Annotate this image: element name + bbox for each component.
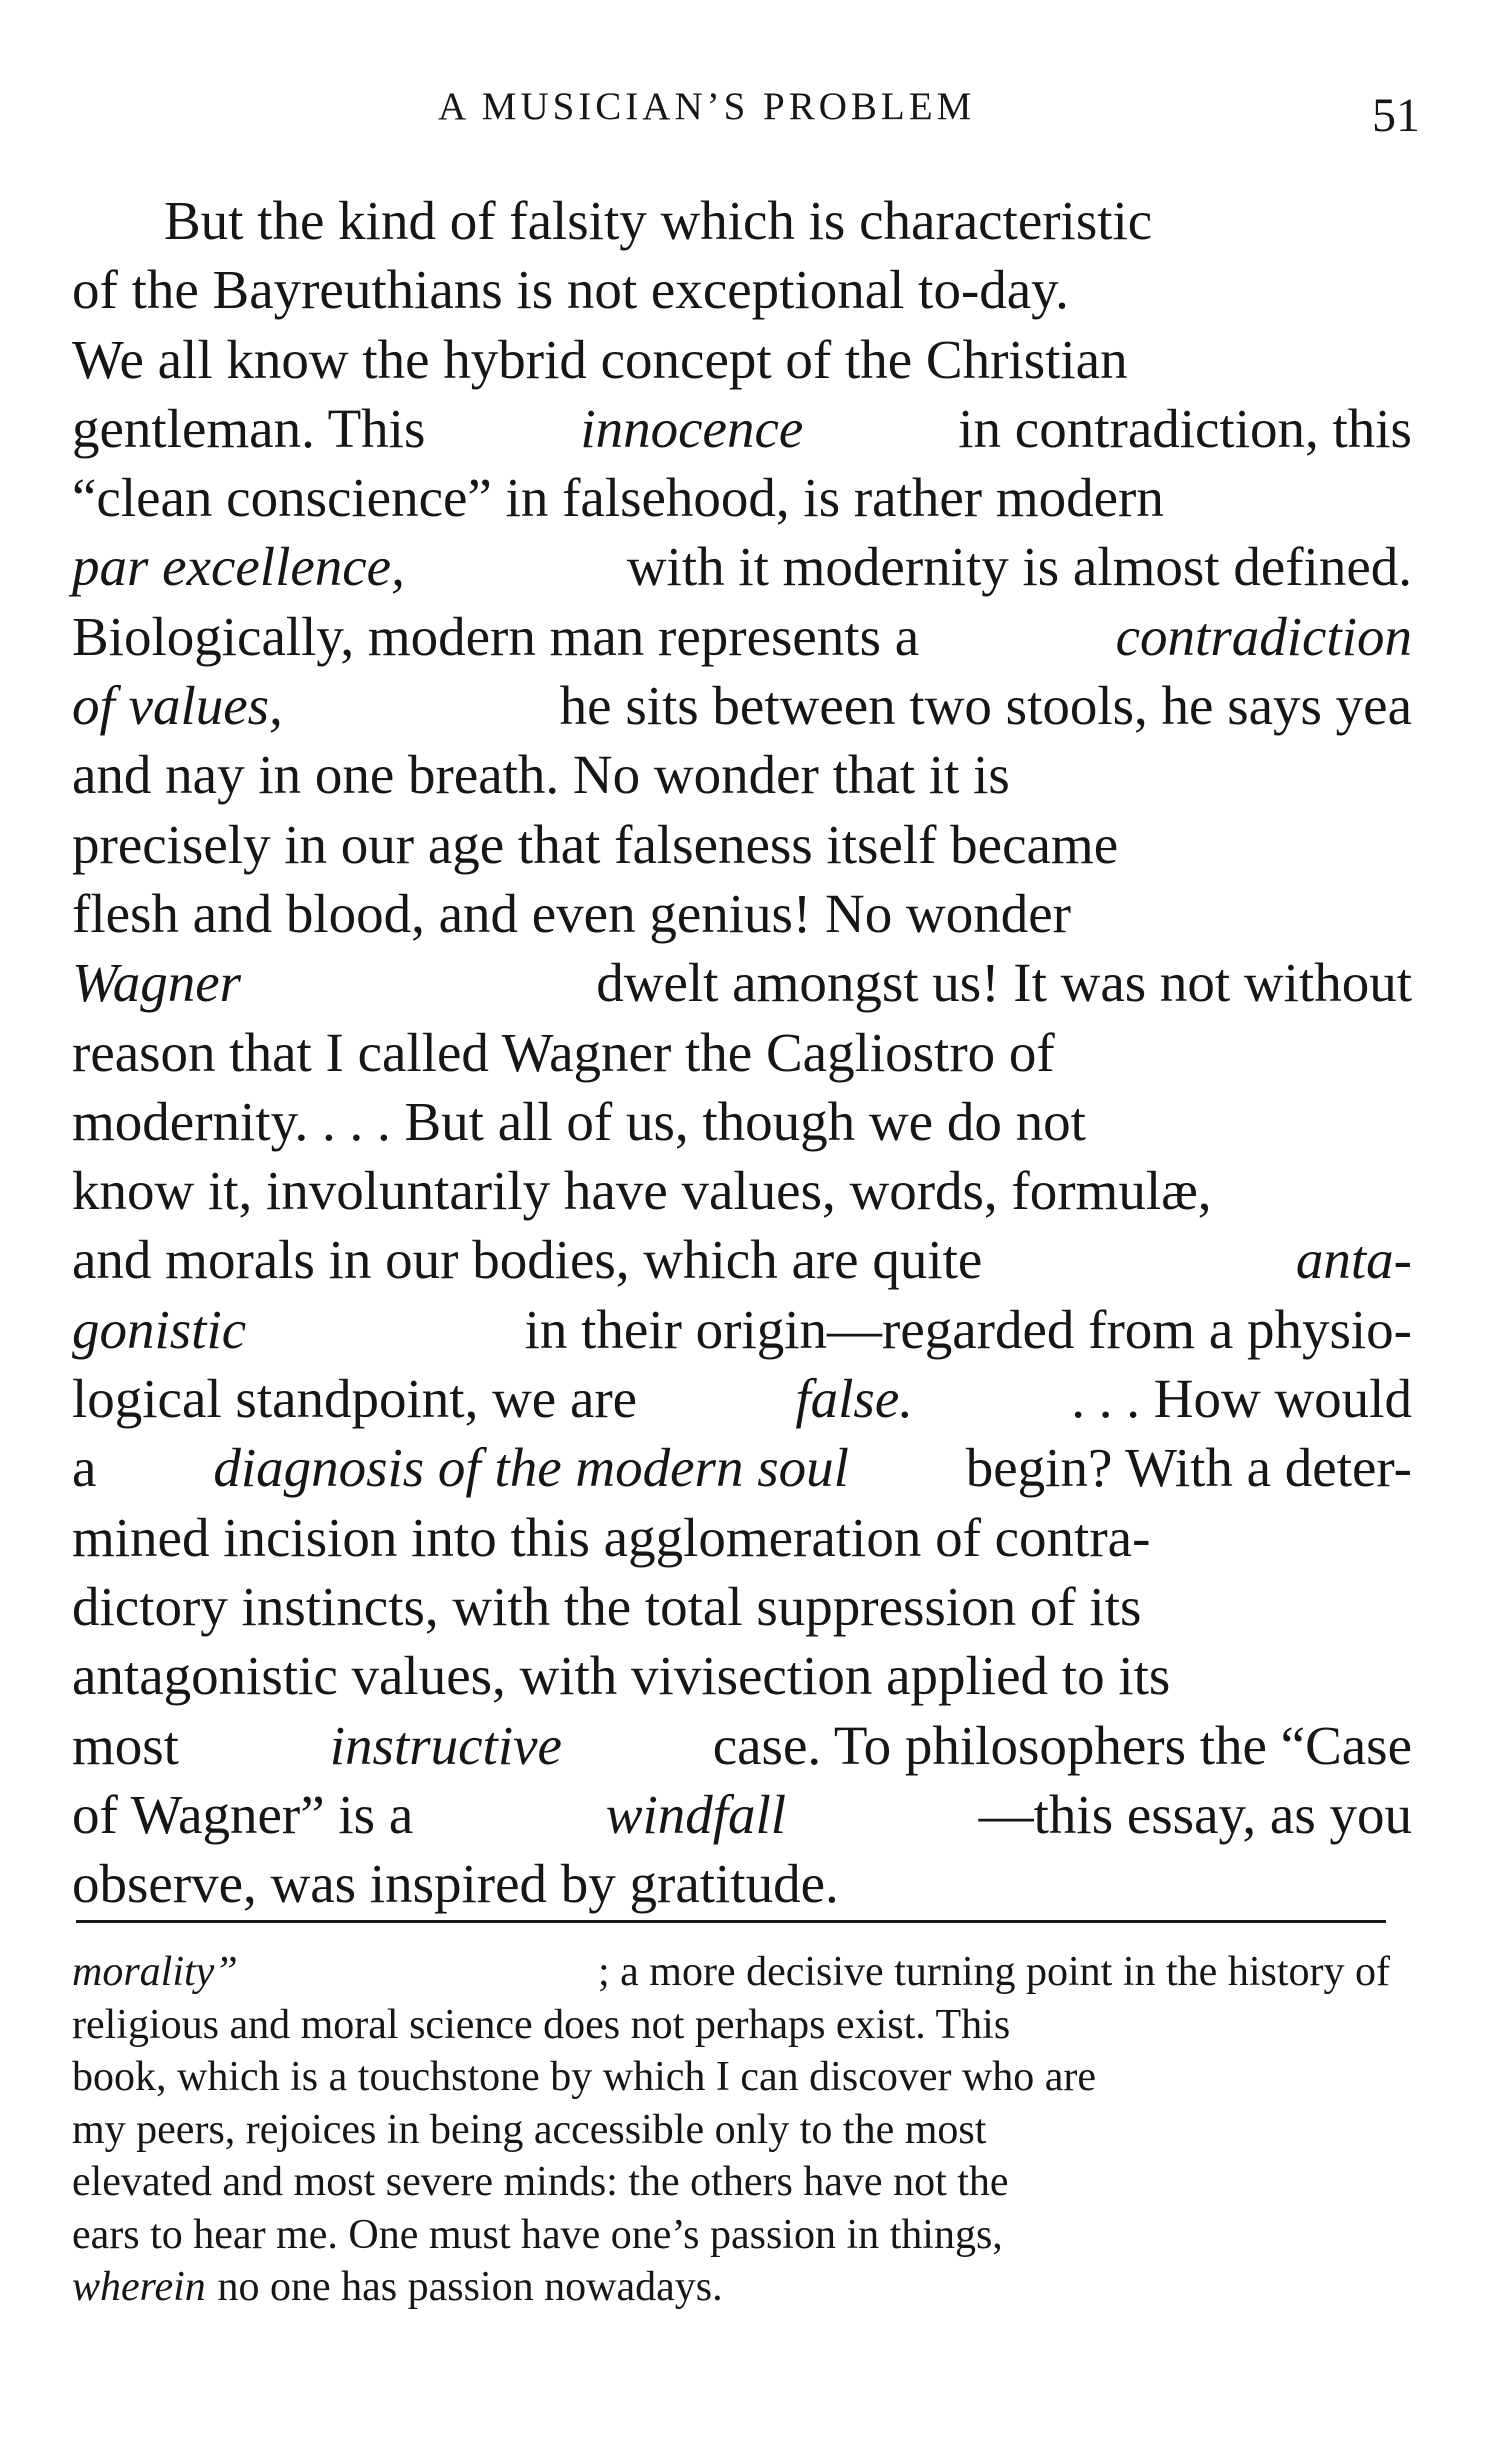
italic-phrase: wherein xyxy=(72,2264,206,2310)
text-line: par excellence, with it modernity is almost defined. xyxy=(72,532,1412,601)
footnote-line: ears to hear me. One must have one’s passion in things, xyxy=(72,2211,1003,2258)
italic-phrase: instructive xyxy=(329,1714,562,1776)
footnote-line: elevated and most severe minds: the others have not the xyxy=(72,2159,1009,2205)
text-line: mined incision into this agglomeration of contra- xyxy=(72,1506,1151,1568)
text-line: gentleman. This innocence in contradiction, this xyxy=(72,394,1412,463)
text-line: observe, was inspired by gratitude. xyxy=(72,1853,839,1915)
running-title: A MUSICIAN’S PROBLEM xyxy=(438,85,976,128)
page-number: 51 xyxy=(1372,89,1420,142)
text-line: flesh and blood, and even genius! No wonder xyxy=(72,882,1071,944)
text-line: “clean conscience” in falsehood, is rather modern xyxy=(72,467,1164,529)
text-line: Biologically, modern man represents a contradiction xyxy=(72,602,1412,671)
footnote-line: book, which is a touchstone by which I can discover who are xyxy=(72,2054,1097,2100)
text-line: precisely in our age that falseness itself became xyxy=(72,813,1119,875)
text-line: logical standpoint, we are false. . . . How would xyxy=(72,1364,1412,1433)
italic-phrase: of values, xyxy=(72,675,283,737)
text-line: gonistic in their origin—regarded from a physio- xyxy=(72,1295,1412,1364)
italic-phrase: false. xyxy=(795,1368,913,1430)
footnote-line: my peers, rejoices in being accessible only to the most xyxy=(72,2106,987,2153)
text-line: dictory instincts, with the total suppression of its xyxy=(72,1575,1142,1637)
italic-phrase: diagnosis of the modern soul xyxy=(213,1437,849,1499)
footnote-line: morality” ; a more decisive turning point in the history of xyxy=(72,1946,1390,1999)
italic-phrase: par excellence, xyxy=(72,536,405,598)
italic-phrase: Wagner xyxy=(72,952,242,1014)
text-line: of the Bayreuthians is not exceptional to-day. xyxy=(72,259,1069,321)
text-line: a diagnosis of the modern soul begin? With a deter- xyxy=(72,1433,1412,1502)
text-line: We all know the hybrid concept of the Christian xyxy=(72,328,1128,390)
text-line: most instructive case. To philosophers the “Case xyxy=(72,1711,1412,1780)
text-line: Wagner dwelt amongst us! It was not without xyxy=(72,948,1412,1017)
text-line: But the kind of falsity which is characteristic xyxy=(164,190,1153,251)
text-line: and morals in our bodies, which are quite anta- xyxy=(72,1225,1412,1294)
footnote-divider xyxy=(76,1920,1386,1923)
text-line: of Wagner” is a windfall —this essay, as you xyxy=(72,1780,1412,1849)
footnote-line: wherein no one has passion nowadays. xyxy=(72,2261,1390,2314)
italic-phrase: innocence xyxy=(580,397,804,459)
footnote xyxy=(72,1946,1390,2314)
body-text xyxy=(72,186,1412,1918)
text-line: of values, he sits between two stools, he says yea xyxy=(72,671,1412,740)
text-line: reason that I called Wagner the Cagliostro of xyxy=(72,1021,1055,1083)
italic-phrase: gonistic xyxy=(72,1298,247,1360)
italic-phrase: windfall xyxy=(605,1783,787,1845)
text-line: and nay in one breath. No wonder that it is xyxy=(72,744,1010,806)
footnote-line: religious and moral science does not perhaps exist. This xyxy=(72,2001,1011,2048)
text-line: modernity. . . . But all of us, though we do not xyxy=(72,1090,1086,1152)
text-line: antagonistic values, with vivisection applied to its xyxy=(72,1645,1171,1707)
running-head xyxy=(0,78,1500,142)
italic-phrase: contradiction xyxy=(1115,605,1412,667)
italic-phrase: morality” xyxy=(72,1949,238,1995)
italic-phrase: anta- xyxy=(1295,1229,1412,1291)
text-line: know it, involuntarily have values, words, formulæ, xyxy=(72,1160,1212,1222)
